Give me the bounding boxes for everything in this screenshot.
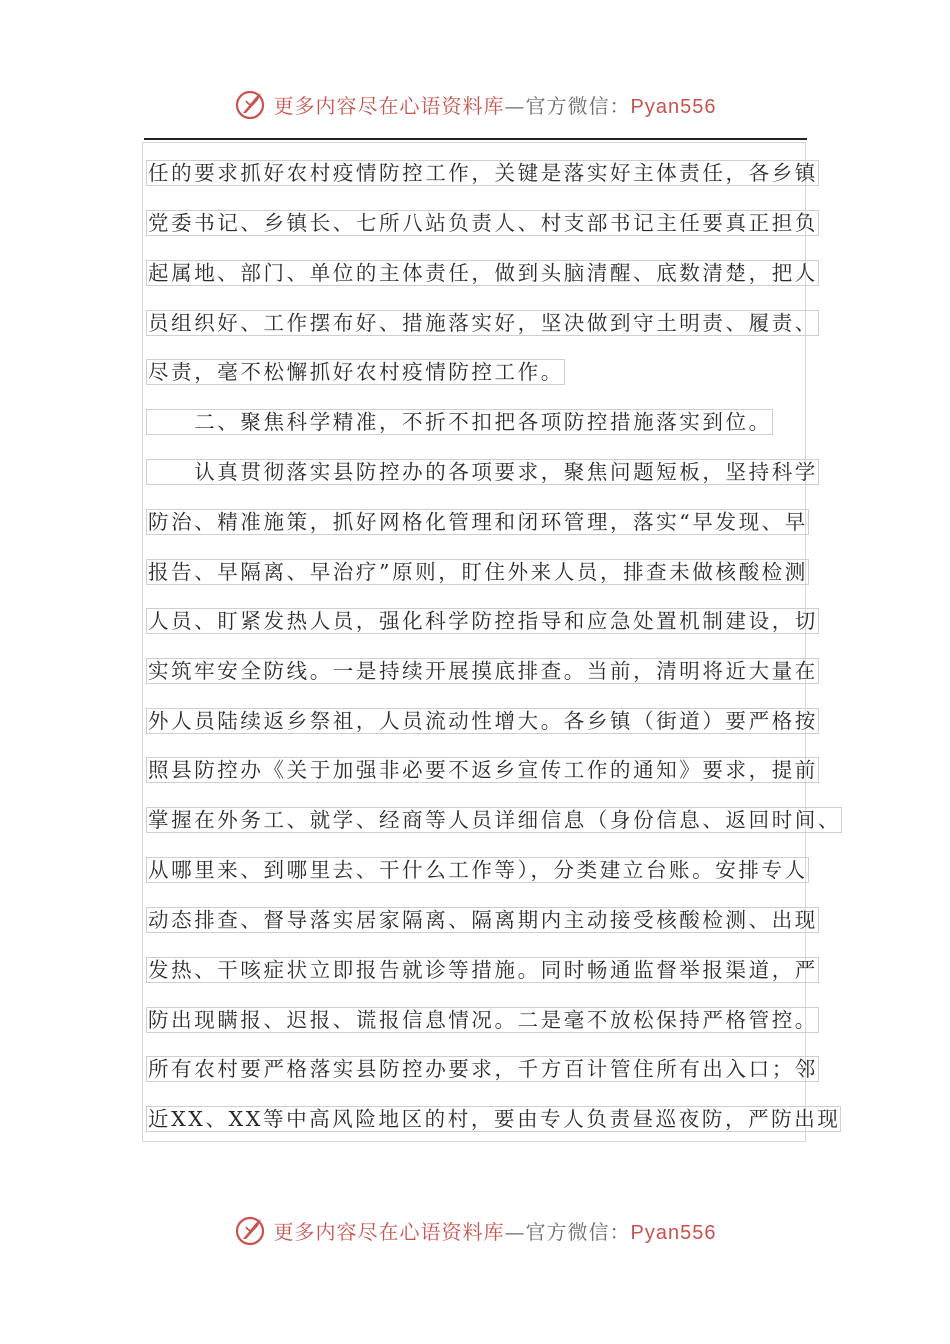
text-line: 外人员陆续返乡祭祖，人员流动性增大。各乡镇（街道）要严格按 bbox=[148, 709, 818, 733]
text-line: 人员、盯紧发热人员，强化科学防控指导和应急处置机制建设，切 bbox=[148, 609, 818, 633]
text-line: 近XX、XX等中高风险地区的村，要由专人负责昼巡夜防，严防出现 bbox=[148, 1107, 841, 1131]
text-line: 起属地、部门、单位的主体责任，做到头脑清醒、底数清楚，把人 bbox=[148, 261, 818, 285]
wechat-label: 官方微信： bbox=[525, 1219, 631, 1244]
text-line: 动态排查、督导落实居家隔离、隔离期内主动接受核酸检测、出现 bbox=[148, 908, 818, 932]
banner-dash: — bbox=[504, 1219, 526, 1244]
banner-dash: — bbox=[504, 93, 526, 118]
text-line: 掌握在外务工、就学、经商等人员详细信息（身份信息、返回时间、 bbox=[148, 808, 841, 832]
quill-seal-icon bbox=[234, 1213, 268, 1247]
text-line: 认真贯彻落实县防控办的各项要求，聚焦问题短板，坚持科学 bbox=[148, 460, 818, 484]
text-line: 所有农村要严格落实县防控办要求，千方百计管住所有出入口；邻 bbox=[148, 1057, 818, 1081]
section-heading: 二、聚焦科学精准，不折不扣把各项防控措施落实到位。 bbox=[148, 410, 772, 434]
text-line: 员组织好、工作摆布好、措施落实好，坚决做到守土明责、履责、 bbox=[148, 311, 818, 335]
wechat-id: Pyan556 bbox=[630, 1221, 717, 1244]
text-line: 党委书记、乡镇长、七所八站负责人、村支部书记主任要真正担负 bbox=[148, 211, 818, 235]
banner-text bbox=[274, 90, 717, 119]
site-name: 更多内容尽在心语资料库 bbox=[273, 93, 505, 118]
text-line: 防出现瞒报、迟报、谎报信息情况。二是毫不放松保持严格管控。 bbox=[148, 1008, 818, 1032]
header-rule bbox=[144, 138, 807, 140]
text-line: 实筑牢安全防线。一是持续开展摸底排查。当前，清明将近大量在 bbox=[148, 659, 818, 683]
text-line: 防治、精准施策，抓好网格化管理和闭环管理，落实“早发现、早 bbox=[148, 510, 808, 534]
text-line: 尽责，毫不松懈抓好农村疫情防控工作。 bbox=[148, 360, 564, 384]
footer-banner bbox=[0, 1210, 950, 1250]
header-banner bbox=[0, 84, 950, 124]
quill-seal-icon bbox=[234, 87, 268, 121]
text-line: 发热、干咳症状立即报告就诊等措施。同时畅通监督举报渠道，严 bbox=[148, 958, 818, 982]
banner-text bbox=[274, 1216, 717, 1245]
text-line: 报告、早隔离、早治疗”原则，盯住外来人员，排查未做核酸检测 bbox=[148, 560, 808, 584]
site-name: 更多内容尽在心语资料库 bbox=[273, 1219, 505, 1244]
text-line: 任的要求抓好农村疫情防控工作，关键是落实好主体责任，各乡镇 bbox=[148, 161, 818, 185]
text-frame bbox=[142, 142, 806, 1142]
text-line: 照县防控办《关于加强非必要不返乡宣传工作的通知》要求，提前 bbox=[148, 758, 818, 782]
wechat-label: 官方微信： bbox=[525, 93, 631, 118]
wechat-id: Pyan556 bbox=[630, 95, 717, 118]
text-line: 从哪里来、到哪里去、干什么工作等），分类建立台账。安排专人 bbox=[148, 858, 808, 882]
